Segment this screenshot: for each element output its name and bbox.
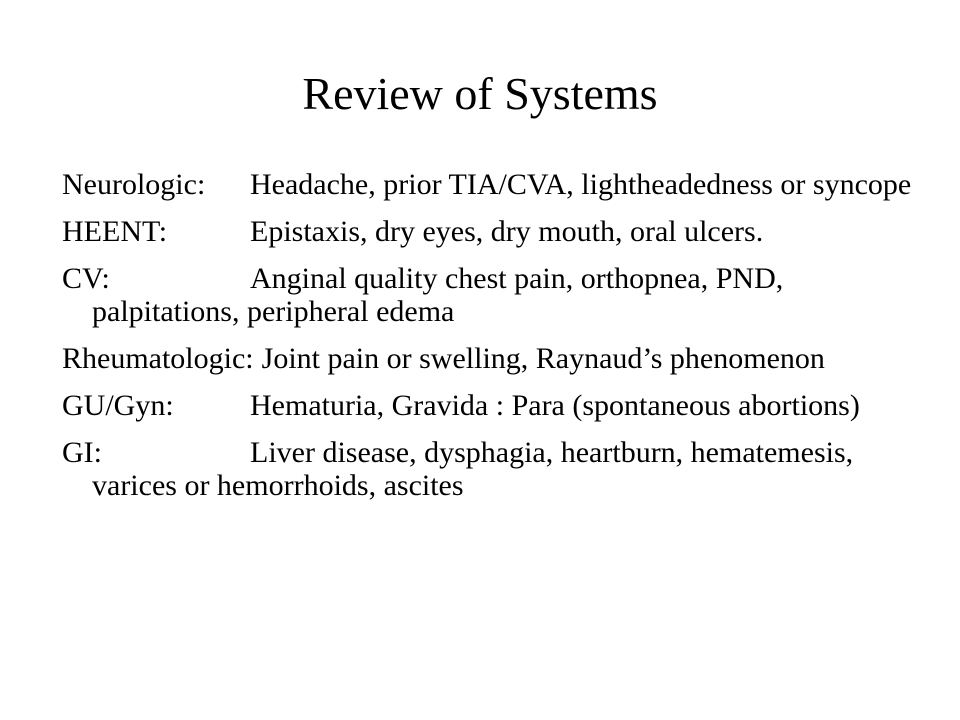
- ros-category-label: Neurologic:: [62, 168, 206, 201]
- slide-title: Review of Systems: [302, 68, 658, 119]
- ros-findings-text: Joint pain or swelling, Raynaud’s phenomenon: [261, 342, 825, 375]
- ros-findings-text: Anginal quality chest pain, orthopnea, PND, palpitations, peripheral edema: [92, 262, 784, 328]
- ros-item-gu-gyn: [62, 389, 922, 422]
- ros-item-heent: [62, 215, 922, 248]
- ros-findings-text: Hematuria, Gravida : Para (spontaneous abortions): [250, 389, 860, 422]
- ros-findings-text: Liver disease, dysphagia, heartburn, hematemesis, varices or hemorrhoids, ascites: [92, 436, 854, 502]
- ros-item-cv: [62, 262, 922, 328]
- review-of-systems-list: [62, 168, 922, 516]
- ros-category-label: Rheumatologic:: [62, 342, 254, 375]
- ros-category-label: CV:: [62, 262, 110, 295]
- ros-category-label: GI:: [62, 436, 102, 469]
- ros-item-neurologic: [62, 168, 922, 201]
- ros-item-gi: [62, 436, 922, 502]
- ros-category-label: HEENT:: [62, 215, 168, 248]
- ros-category-label: GU/Gyn:: [62, 389, 174, 422]
- ros-findings-text: Headache, prior TIA/CVA, lightheadedness or syncope: [250, 168, 912, 201]
- ros-item-rheumatologic: [62, 342, 922, 375]
- ros-findings-text: Epistaxis, dry eyes, dry mouth, oral ulcers.: [250, 215, 764, 248]
